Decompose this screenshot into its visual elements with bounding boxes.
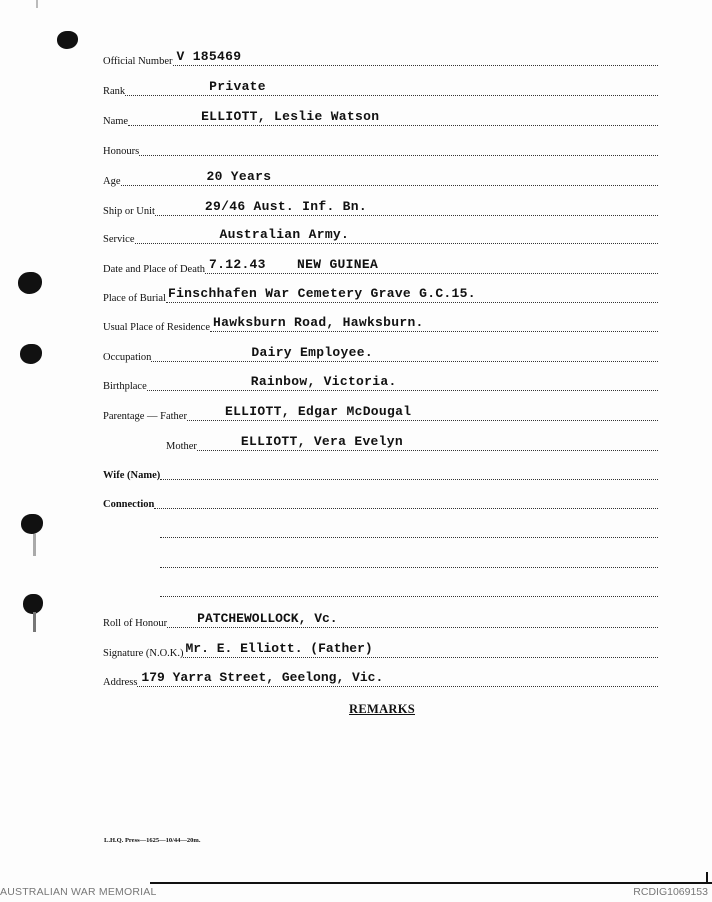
rank-value: Private <box>209 79 266 94</box>
official-number-line <box>173 45 659 66</box>
father-label: Parentage — Father <box>103 411 187 422</box>
father-line <box>187 400 658 421</box>
death-date-value: 7.12.43 <box>209 257 266 272</box>
address-value: 179 Yarra Street, Geelong, Vic. <box>141 670 384 685</box>
service-value: Australian Army. <box>219 227 350 242</box>
occupation-label: Occupation <box>103 352 152 363</box>
field-connection <box>103 491 658 511</box>
connection-continuation-line <box>160 596 658 597</box>
birthplace-value: Rainbow, Victoria. <box>250 374 397 389</box>
death-label: Date and Place of Death <box>103 264 206 275</box>
field-birthplace <box>103 373 658 393</box>
field-age <box>103 168 658 188</box>
connection-label: Connection <box>103 499 155 510</box>
punch-hole-4 <box>23 594 43 614</box>
address-label: Address <box>103 677 138 688</box>
connection-line <box>154 488 658 509</box>
wife-line <box>160 459 658 480</box>
name-line <box>128 105 658 126</box>
field-address <box>103 669 658 689</box>
field-occupation <box>103 344 658 364</box>
mother-value: ELLIOTT, Vera Evelyn <box>240 434 403 449</box>
birthplace-line <box>147 370 658 391</box>
field-death <box>103 256 658 276</box>
signature-line <box>183 637 658 658</box>
field-signature <box>103 640 658 660</box>
field-official-number <box>103 48 658 68</box>
punch-hole-2 <box>20 344 42 364</box>
rank-line <box>125 75 658 96</box>
punch-hole-3 <box>21 514 43 534</box>
residence-label: Usual Place of Residence <box>103 322 211 333</box>
mother-line <box>197 430 658 451</box>
residence-value: Hawksburn Road, Hawksburn. <box>213 315 424 330</box>
honours-label: Honours <box>103 146 140 157</box>
footer-record-id: RCDIG1069153 <box>633 886 708 898</box>
roll-of-honour-label: Roll of Honour <box>103 618 168 629</box>
speck-mark <box>33 534 36 556</box>
honours-line <box>139 135 658 156</box>
birthplace-label: Birthplace <box>103 381 147 392</box>
field-father <box>103 403 658 423</box>
ship-or-unit-line <box>155 195 658 216</box>
death-place-value: NEW GUINEA <box>297 257 379 272</box>
occupation-line <box>151 341 658 362</box>
burial-line <box>166 282 658 303</box>
press-note: L.H.Q. Press—1625—10/44—20m. <box>104 837 201 844</box>
footer-rule <box>150 882 712 884</box>
footer-tick-mark <box>706 872 708 882</box>
wife-label: Wife (Name) <box>103 470 161 481</box>
occupation-value: Dairy Employee. <box>251 345 373 360</box>
speck-mark <box>33 612 36 632</box>
address-line <box>137 666 658 687</box>
name-label: Name <box>103 116 129 127</box>
field-service <box>103 226 658 246</box>
ship-or-unit-label: Ship or Unit <box>103 206 155 217</box>
punch-hole-top <box>57 31 78 49</box>
signature-value: Mr. E. Elliott. (Father) <box>185 641 373 656</box>
roll-of-honour-line <box>167 607 658 628</box>
father-value: ELLIOTT, Edgar McDougal <box>224 404 412 419</box>
service-line <box>135 223 659 244</box>
residence-line <box>210 311 658 332</box>
signature-label: Signature (N.O.K.) <box>103 648 184 659</box>
official-number-value: V 185469 <box>176 49 242 64</box>
field-name <box>103 108 658 128</box>
age-label: Age <box>103 176 121 187</box>
field-wife <box>103 462 658 482</box>
burial-label: Place of Burial <box>103 293 166 304</box>
field-roll-of-honour <box>103 610 658 630</box>
service-label: Service <box>103 234 135 245</box>
speck-mark <box>36 0 38 8</box>
field-ship-or-unit <box>103 198 658 218</box>
ship-or-unit-value: 29/46 Aust. Inf. Bn. <box>204 199 367 214</box>
age-value: 20 Years <box>206 169 272 184</box>
field-residence <box>103 314 658 334</box>
rank-label: Rank <box>103 86 126 97</box>
field-rank <box>103 78 658 98</box>
burial-value: Finschhafen War Cemetery Grave G.C.15. <box>167 286 476 301</box>
mother-label: Mother <box>166 441 197 452</box>
name-value: ELLIOTT, Leslie Watson <box>201 109 380 124</box>
punch-hole-1 <box>18 272 42 294</box>
roll-of-honour-value: PATCHEWOLLOCK, Vc. <box>197 611 338 626</box>
remarks-heading: REMARKS <box>349 702 415 716</box>
age-line <box>121 165 659 186</box>
connection-continuation-line <box>160 537 658 538</box>
connection-continuation-line <box>160 567 658 568</box>
field-burial <box>103 285 658 305</box>
field-mother <box>166 433 658 453</box>
footer-archive-name: AUSTRALIAN WAR MEMORIAL <box>0 886 157 898</box>
field-honours <box>103 138 658 158</box>
official-number-label: Official Number <box>103 56 173 67</box>
death-line <box>205 253 658 274</box>
